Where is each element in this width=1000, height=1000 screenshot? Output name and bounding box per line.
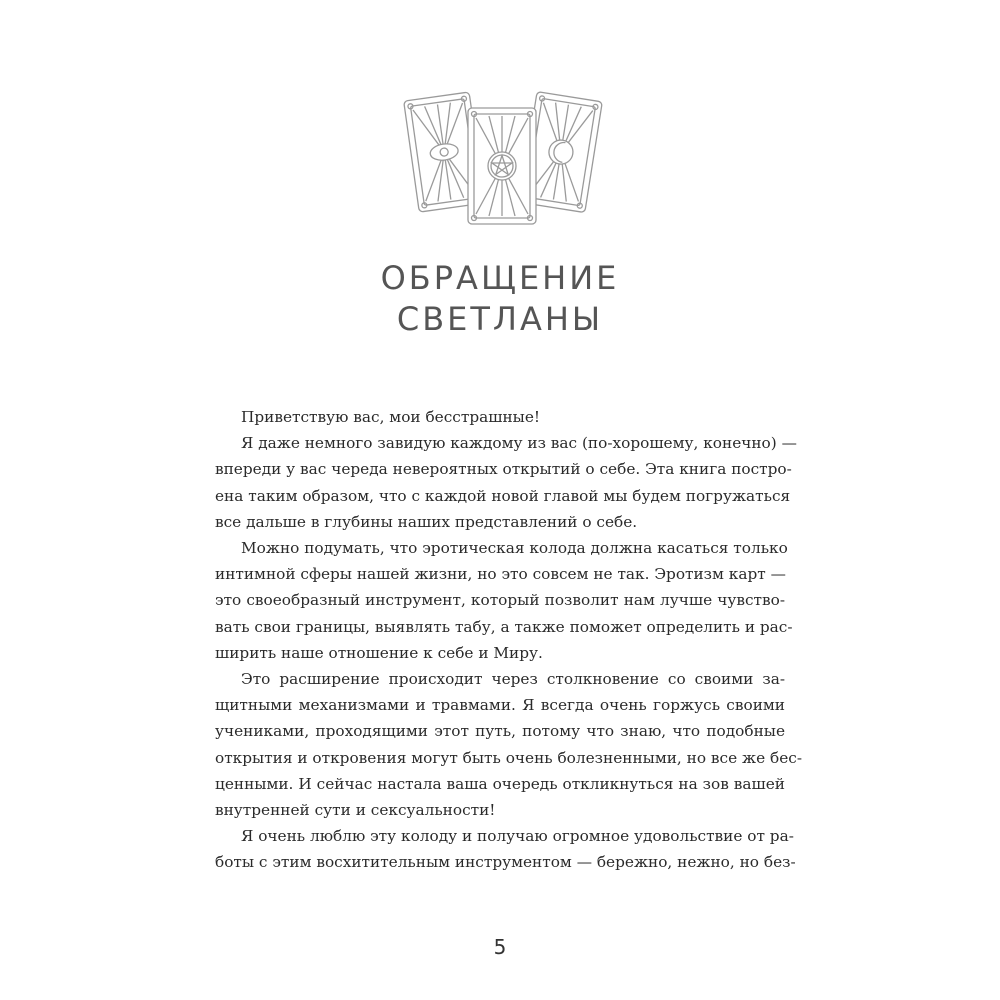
text-line: щитными механизмами и травмами. Я всегда очень горжусь своими xyxy=(215,696,785,715)
text-line: ценными. И сейчас настала ваша очередь откликнуться на зов вашей xyxy=(215,774,785,793)
paragraph xyxy=(215,404,785,430)
text-line: учениками, проходящими этот путь, потому что знаю, что подобные xyxy=(215,722,785,741)
text-line: Я даже немного завидую каждому из вас (по-хорошему, конечно) — xyxy=(241,434,797,453)
three-tarot-cards-icon xyxy=(400,78,605,228)
text-line: впереди у вас череда невероятных открытий о себе. Эта книга постро- xyxy=(215,460,792,479)
text-line: ширить наше отношение к себе и Миру. xyxy=(215,643,543,662)
body-text xyxy=(215,404,802,876)
chapter-title-line-1: ОБРАЩЕНИЕ xyxy=(380,259,620,297)
text-line: это своеобразный инструмент, который позволит нам лучше чувство- xyxy=(215,591,785,610)
text-line: Это расширение происходит через столкновение со своими за- xyxy=(241,670,785,689)
text-line: интимной сферы нашей жизни, но это совсем не так. Эротизм карт — xyxy=(215,565,786,584)
text-line: Я очень люблю эту колоду и получаю огромное удовольствие от ра- xyxy=(241,827,794,846)
text-line: Приветствую вас, мои бесстрашные! xyxy=(241,408,541,426)
text-line: Можно подумать, что эротическая колода должна касаться только xyxy=(241,539,788,558)
chapter-title xyxy=(0,258,1000,340)
text-line: вать свои границы, выявлять табу, а также поможет определить и рас- xyxy=(215,617,793,636)
text-line: открытия и откровения могут быть очень болезненными, но все же бес- xyxy=(215,748,802,767)
tarot-card-pentacle xyxy=(468,108,536,224)
paragraph xyxy=(215,823,796,875)
text-line: ена таким образом, что с каждой новой главой мы будем погружаться xyxy=(215,486,791,505)
text-line: внутренней сути и сексуальности! xyxy=(215,801,496,820)
text-line: все дальше в глубины наших представлений о себе. xyxy=(215,512,638,531)
paragraph xyxy=(215,430,797,535)
chapter-title-line-2: СВЕТЛАНЫ xyxy=(396,300,604,338)
paragraph xyxy=(215,666,802,823)
page-number: 5 xyxy=(493,935,507,959)
text-line: боты с этим восхитительным инструментом — бережно, нежно, но без- xyxy=(215,853,796,872)
paragraph xyxy=(215,535,793,666)
